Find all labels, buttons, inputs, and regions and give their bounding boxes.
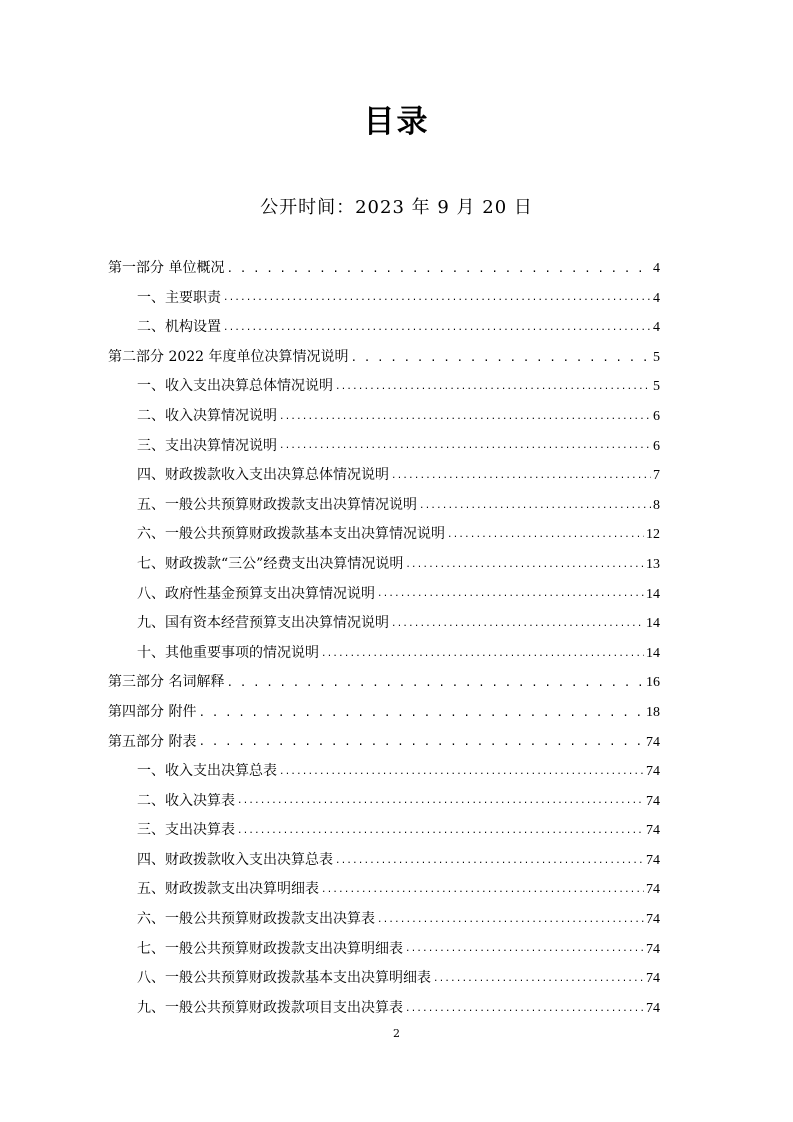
toc-entry[interactable] bbox=[108, 757, 660, 787]
toc-entry-label: 第五部分 附表 bbox=[108, 733, 197, 750]
toc-dot-leader bbox=[335, 855, 644, 867]
toc-entry-label: 三、支出决算表 bbox=[137, 822, 235, 839]
toc-dot-leader bbox=[391, 618, 644, 630]
toc-entry-page: 5 bbox=[653, 349, 660, 365]
toc-dot-leader bbox=[405, 943, 644, 955]
toc-entry-page: 74 bbox=[646, 971, 660, 987]
toc-entry-page: 16 bbox=[646, 675, 660, 691]
toc-entry-label: 五、财政拨款支出决算明细表 bbox=[137, 881, 319, 898]
page-title: 目录 bbox=[363, 104, 430, 140]
toc-dot-leader bbox=[351, 352, 651, 364]
toc-entry-label: 十、其他重要事项的情况说明 bbox=[137, 644, 319, 661]
page-number: 2 bbox=[393, 1027, 400, 1040]
toc-entry[interactable] bbox=[108, 875, 660, 905]
toc-dot-leader bbox=[226, 677, 644, 689]
toc-entry-label: 二、机构设置 bbox=[137, 319, 221, 336]
toc-entry[interactable] bbox=[108, 491, 660, 521]
toc-entry-page: 6 bbox=[653, 438, 660, 454]
toc-entry[interactable] bbox=[108, 994, 660, 1024]
toc-entry-label: 六、一般公共预算财政拨款支出决算表 bbox=[137, 911, 375, 928]
toc-dot-leader bbox=[198, 707, 644, 719]
toc-entry-label: 六、一般公共预算财政拨款基本支出决算情况说明 bbox=[137, 526, 445, 543]
toc-entry-label: 第一部分 单位概况 bbox=[108, 260, 225, 276]
toc-entry[interactable] bbox=[108, 609, 660, 639]
toc-entry-label: 九、一般公共预算财政拨款项目支出决算表 bbox=[137, 999, 403, 1016]
toc-entry[interactable] bbox=[108, 461, 660, 491]
toc-dot-leader bbox=[279, 411, 651, 423]
table-of-contents bbox=[108, 254, 660, 1023]
toc-entry[interactable] bbox=[108, 372, 660, 402]
toc-entry[interactable] bbox=[108, 935, 660, 965]
toc-entry[interactable] bbox=[108, 846, 660, 876]
toc-entry-label: 第二部分 2022 年度单位决算情况说明 bbox=[108, 348, 349, 365]
toc-dot-leader bbox=[279, 766, 644, 778]
toc-entry-page: 14 bbox=[646, 616, 660, 632]
toc-entry-label: 七、一般公共预算财政拨款支出决算明细表 bbox=[137, 940, 403, 957]
toc-dot-leader bbox=[198, 736, 644, 748]
toc-dot-leader bbox=[223, 322, 651, 334]
toc-entry-page: 74 bbox=[646, 912, 660, 928]
toc-entry-label: 第四部分 附件 bbox=[108, 703, 197, 720]
toc-dot-leader bbox=[237, 795, 644, 807]
toc-entry[interactable] bbox=[108, 728, 660, 758]
toc-entry-label: 九、国有资本经营预算支出决算情况说明 bbox=[137, 615, 389, 632]
toc-entry-page: 74 bbox=[646, 882, 660, 898]
toc-entry[interactable] bbox=[108, 698, 660, 728]
toc-entry[interactable] bbox=[108, 964, 660, 994]
toc-entry[interactable] bbox=[108, 520, 660, 550]
toc-entry-label: 一、收入支出决算总表 bbox=[137, 763, 277, 780]
toc-entry[interactable] bbox=[108, 816, 660, 846]
toc-entry-label: 四、财政拨款收入支出决算总体情况说明 bbox=[137, 467, 389, 484]
toc-entry-page: 4 bbox=[653, 320, 660, 336]
toc-entry-page: 8 bbox=[653, 497, 660, 513]
toc-entry[interactable] bbox=[108, 313, 660, 343]
toc-dot-leader bbox=[405, 559, 644, 571]
toc-dot-leader bbox=[279, 440, 651, 452]
toc-dot-leader bbox=[335, 381, 651, 393]
toc-entry-label: 五、一般公共预算财政拨款支出决算情况说明 bbox=[137, 496, 417, 513]
toc-entry-label: 三、支出决算情况说明 bbox=[137, 437, 277, 454]
toc-dot-leader bbox=[377, 588, 644, 600]
toc-entry[interactable] bbox=[108, 343, 660, 373]
toc-dot-leader bbox=[377, 914, 644, 926]
toc-dot-leader bbox=[237, 825, 644, 837]
toc-entry-label: 七、财政拨款“三公”经费支出决算情况说明 bbox=[137, 555, 404, 572]
toc-entry-label: 二、收入决算表 bbox=[137, 792, 235, 809]
toc-entry-label: 八、政府性基金预算支出决算情况说明 bbox=[137, 585, 375, 602]
toc-entry[interactable] bbox=[108, 432, 660, 462]
toc-entry[interactable] bbox=[108, 580, 660, 610]
toc-entry[interactable] bbox=[108, 905, 660, 935]
toc-dot-leader bbox=[321, 648, 644, 660]
toc-entry[interactable] bbox=[108, 787, 660, 817]
toc-entry-page: 74 bbox=[646, 941, 660, 957]
toc-entry[interactable] bbox=[108, 284, 660, 314]
toc-dot-leader bbox=[321, 884, 644, 896]
toc-entry-page: 74 bbox=[646, 852, 660, 868]
toc-dot-leader bbox=[405, 1003, 644, 1015]
toc-entry[interactable] bbox=[108, 402, 660, 432]
toc-entry-label: 八、一般公共预算财政拨款基本支出决算明细表 bbox=[137, 970, 431, 987]
toc-dot-leader bbox=[226, 263, 651, 275]
toc-entry-page: 5 bbox=[653, 379, 660, 395]
toc-entry-page: 6 bbox=[653, 408, 660, 424]
toc-entry-page: 13 bbox=[646, 556, 660, 572]
publish-date: 公开时间：2023 年 9 月 20 日 bbox=[260, 197, 533, 218]
toc-entry-page: 4 bbox=[653, 290, 660, 306]
toc-entry-label: 四、财政拨款收入支出决算总表 bbox=[137, 851, 333, 868]
toc-entry-page: 74 bbox=[646, 793, 660, 809]
toc-dot-leader bbox=[447, 529, 644, 541]
toc-entry[interactable] bbox=[108, 639, 660, 669]
toc-dot-leader bbox=[391, 470, 651, 482]
toc-entry-label: 第三部分 名词解释 bbox=[108, 674, 225, 691]
toc-entry-page: 74 bbox=[646, 764, 660, 780]
toc-entry-label: 一、收入支出决算总体情况说明 bbox=[137, 378, 333, 395]
toc-entry-page: 14 bbox=[646, 645, 660, 661]
toc-entry-page: 18 bbox=[646, 704, 660, 720]
toc-dot-leader bbox=[419, 500, 651, 512]
toc-dot-leader bbox=[223, 292, 651, 304]
toc-entry-page: 14 bbox=[646, 586, 660, 602]
toc-entry[interactable] bbox=[108, 254, 660, 284]
toc-entry[interactable] bbox=[108, 550, 660, 580]
toc-entry-label: 二、收入决算情况说明 bbox=[137, 407, 277, 424]
toc-entry-page: 4 bbox=[653, 261, 660, 276]
toc-entry-label: 一、主要职责 bbox=[137, 289, 221, 306]
toc-entry[interactable] bbox=[108, 668, 660, 698]
toc-entry-page: 74 bbox=[646, 823, 660, 839]
toc-dot-leader bbox=[433, 973, 644, 985]
toc-entry-page: 74 bbox=[646, 734, 660, 750]
toc-entry-page: 12 bbox=[646, 527, 660, 543]
toc-entry-page: 7 bbox=[653, 468, 660, 484]
toc-entry-page: 74 bbox=[646, 1000, 660, 1016]
